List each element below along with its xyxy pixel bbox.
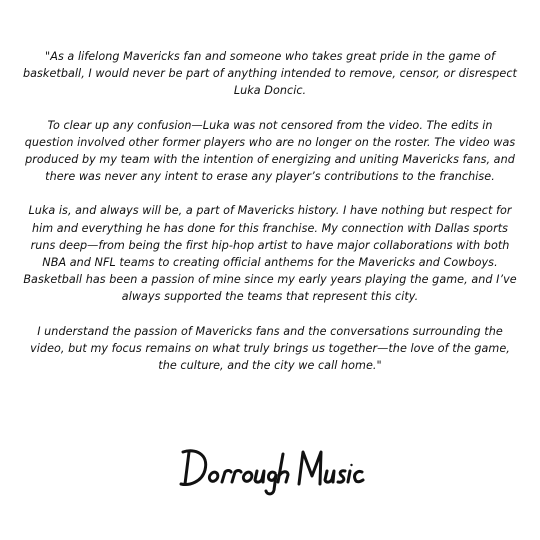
- signature-logo: [0, 440, 540, 510]
- statement-paragraph-1: "As a lifelong Mavericks fan and someone who takes great pride in the game of basketball, I would never be part of anything intended to remove, censor, or disrespect Luka Doncic.: [23, 50, 517, 98]
- statement-paragraph-3: Luka is, and always will be, a part of Mavericks history. I have nothing but respect for him and everything he has done for this franchise. My connection with Dallas sports runs deep—from being the first hip-hop artist to have major collaborations with both NBA and NFL teams to creating official anthems for the Mavericks and Cowboys. Basketball has been a passion of mine since my early years playing the game, and I’ve always supported the teams that represent this city.: [23, 204, 517, 304]
- statement-body: [22, 48, 518, 391]
- signature-logo-graphic: [175, 440, 365, 500]
- statement-paragraph-4: I understand the passion of Mavericks fans and the conversations surrounding the video, but my focus remains on what truly brings us together—the love of the game, the culture, and the city we call home.": [30, 324, 510, 373]
- statement-paragraph-2: To clear up any confusion—Luka was not censored from the video. The edits in question involved other former players who are no longer on the roster. The video was produced by my team with the intention of energizing and uniting Mavericks fans, and there was never any intent to erase any player’s contributions to the franchise.: [24, 118, 516, 184]
